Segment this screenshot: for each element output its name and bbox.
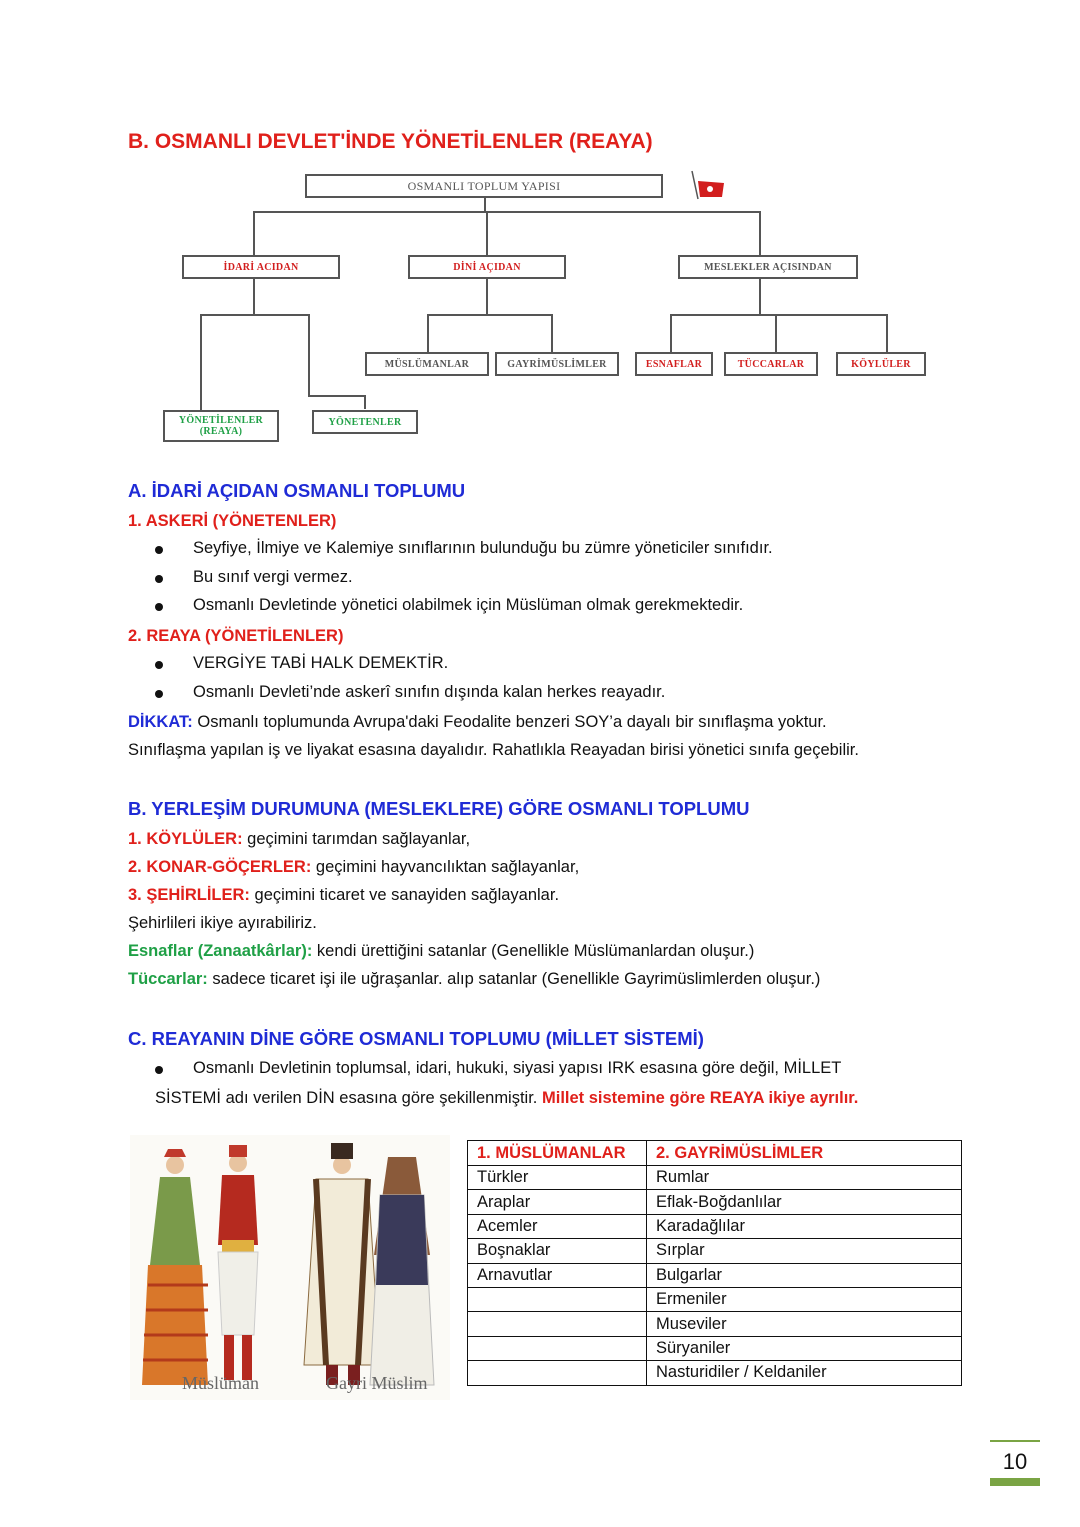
section-a-sub1: 1. ASKERİ (YÖNETENLER) (128, 512, 337, 530)
chart-root: OSMANLI TOPLUM YAPISI (305, 174, 663, 198)
chart-leaf-gayrimuslim: GAYRİMÜSLİMLER (495, 352, 619, 376)
org-chart (150, 163, 930, 448)
section-b-heading: B. YERLEŞİM DURUMUNA (MESLEKLERE) GÖRE OSMANLI TOPLUMU (128, 798, 750, 819)
bullet (155, 661, 163, 669)
chart-branch-dini: DİNİ AÇIDAN (408, 255, 566, 279)
caption-left: Müslüman (182, 1373, 260, 1393)
bullet (155, 1066, 163, 1074)
section-c-heading: C. REAYANIN DİNE GÖRE OSMANLI TOPLUMU (MİLLET SİSTEMİ) (128, 1028, 704, 1049)
table-header-muslim: 1. MÜSLÜMANLAR (468, 1141, 647, 1166)
chart-leaf-musluman: MÜSLÜMANLAR (365, 352, 489, 376)
section-b-line-4: Şehirlileri ikiye ayırabiliriz. (128, 914, 317, 932)
page-number: 10 (990, 1440, 1040, 1488)
caption-right: Gayri Müslim (326, 1373, 428, 1393)
table-row: Arnavutlar Bulgarlar (468, 1263, 962, 1287)
bullet (155, 690, 163, 698)
bullet (155, 546, 163, 554)
section-a-bullet-5: Osmanlı Devleti’nde askerî sınıfın dışında kalan herkes reayadır. (193, 683, 666, 701)
section-b-line-6: Tüccarlar: sadece ticaret işi ile uğraşanlar. alıp satanlar (Genellikle Gayrimüslimlerden oluşur.) (128, 970, 821, 988)
flag-icon (688, 169, 728, 201)
bullet (155, 603, 163, 611)
section-b-line-5: Esnaflar (Zanaatkârlar): kendi ürettiğini satanlar (Genellikle Müslümanlardan oluşur.) (128, 942, 755, 960)
section-b-line-2: 2. KONAR-GÖÇERLER: geçimini hayvancılıktan sağlayanlar, (128, 858, 580, 876)
table-row: Araplar Eflak-Boğdanlılar (468, 1190, 962, 1214)
table-row: Nasturidiler / Keldaniler (468, 1361, 962, 1385)
section-a-bullet-4: VERGİYE TABİ HALK DEMEKTİR. (193, 654, 449, 672)
chart-leaf-yonetilen: YÖNETİLENLER (REAYA) (163, 410, 279, 442)
dikkat-note: DİKKAT: Osmanlı toplumunda Avrupa'daki Feodalite benzeri SOY’a dayalı bir sınıflaşma yoktur. (128, 713, 827, 731)
table-header-row (468, 1141, 962, 1166)
section-c-paragraph-1: Osmanlı Devletinin toplumsal, idari, hukuki, siyasi yapısı IRK esasına göre değil, MİLLET (193, 1059, 842, 1077)
table-row: Ermeniler (468, 1287, 962, 1311)
chart-leaf-tuccar: TÜCCARLAR (724, 352, 818, 376)
chart-leaf-esnaf: ESNAFLAR (635, 352, 713, 376)
section-c-paragraph-2: SİSTEMİ adı verilen DİN esasına göre şekillenmiştir. Millet sistemine göre REAYA ikiye ayrılır. (155, 1089, 859, 1107)
section-a-heading: A. İDARİ AÇIDAN OSMANLI TOPLUMU (128, 480, 466, 501)
dikkat-note-2: Sınıflaşma yapılan iş ve liyakat esasına dayalıdır. Rahatlıkla Reayadan birisi yönetici sınıfa geçebilir. (128, 741, 859, 759)
section-a-sub2: 2. REAYA (YÖNETİLENLER) (128, 627, 344, 645)
page-number-bar (990, 1478, 1040, 1486)
non-muslim-man-figure (304, 1143, 380, 1385)
section-a-bullet-1: Seyfiye, İlmiye ve Kalemiye sınıflarının bulunduğu bu zümre yöneticiler sınıfıdır. (193, 539, 773, 557)
table-row: Süryaniler (468, 1336, 962, 1360)
section-b-line-3: 3. ŞEHİRLİLER: geçimini ticaret ve sanayiden sağlayanlar. (128, 886, 560, 904)
millet-table (467, 1140, 962, 1386)
section-a-bullet-2: Bu sınıf vergi vermez. (193, 568, 353, 586)
table-row: Boşnaklar Sırplar (468, 1239, 962, 1263)
table-header-nonmuslim: 2. GAYRİMÜSLİMLER (647, 1141, 962, 1166)
costume-illustration (130, 1135, 450, 1400)
bullet (155, 575, 163, 583)
table-row: Museviler (468, 1312, 962, 1336)
section-a-bullet-3: Osmanlı Devletinde yönetici olabilmek için Müslüman olmak gerekmektedir. (193, 596, 744, 614)
chart-branch-meslek: MESLEKLER AÇISINDAN (678, 255, 858, 279)
section-b-line-1: 1. KÖYLÜLER: geçimini tarımdan sağlayanlar, (128, 830, 471, 848)
chart-leaf-yonetici: YÖNETENLER (312, 410, 418, 434)
page-title: B. OSMANLI DEVLET'İNDE YÖNETİLENLER (REAYA) (128, 130, 653, 153)
chart-branch-idari: İDARİ ACIDAN (182, 255, 340, 279)
table-row: Acemler Karadağlılar (468, 1214, 962, 1238)
table-row: Türkler Rumlar (468, 1166, 962, 1190)
chart-leaf-koylu: KÖYLÜLER (836, 352, 926, 376)
